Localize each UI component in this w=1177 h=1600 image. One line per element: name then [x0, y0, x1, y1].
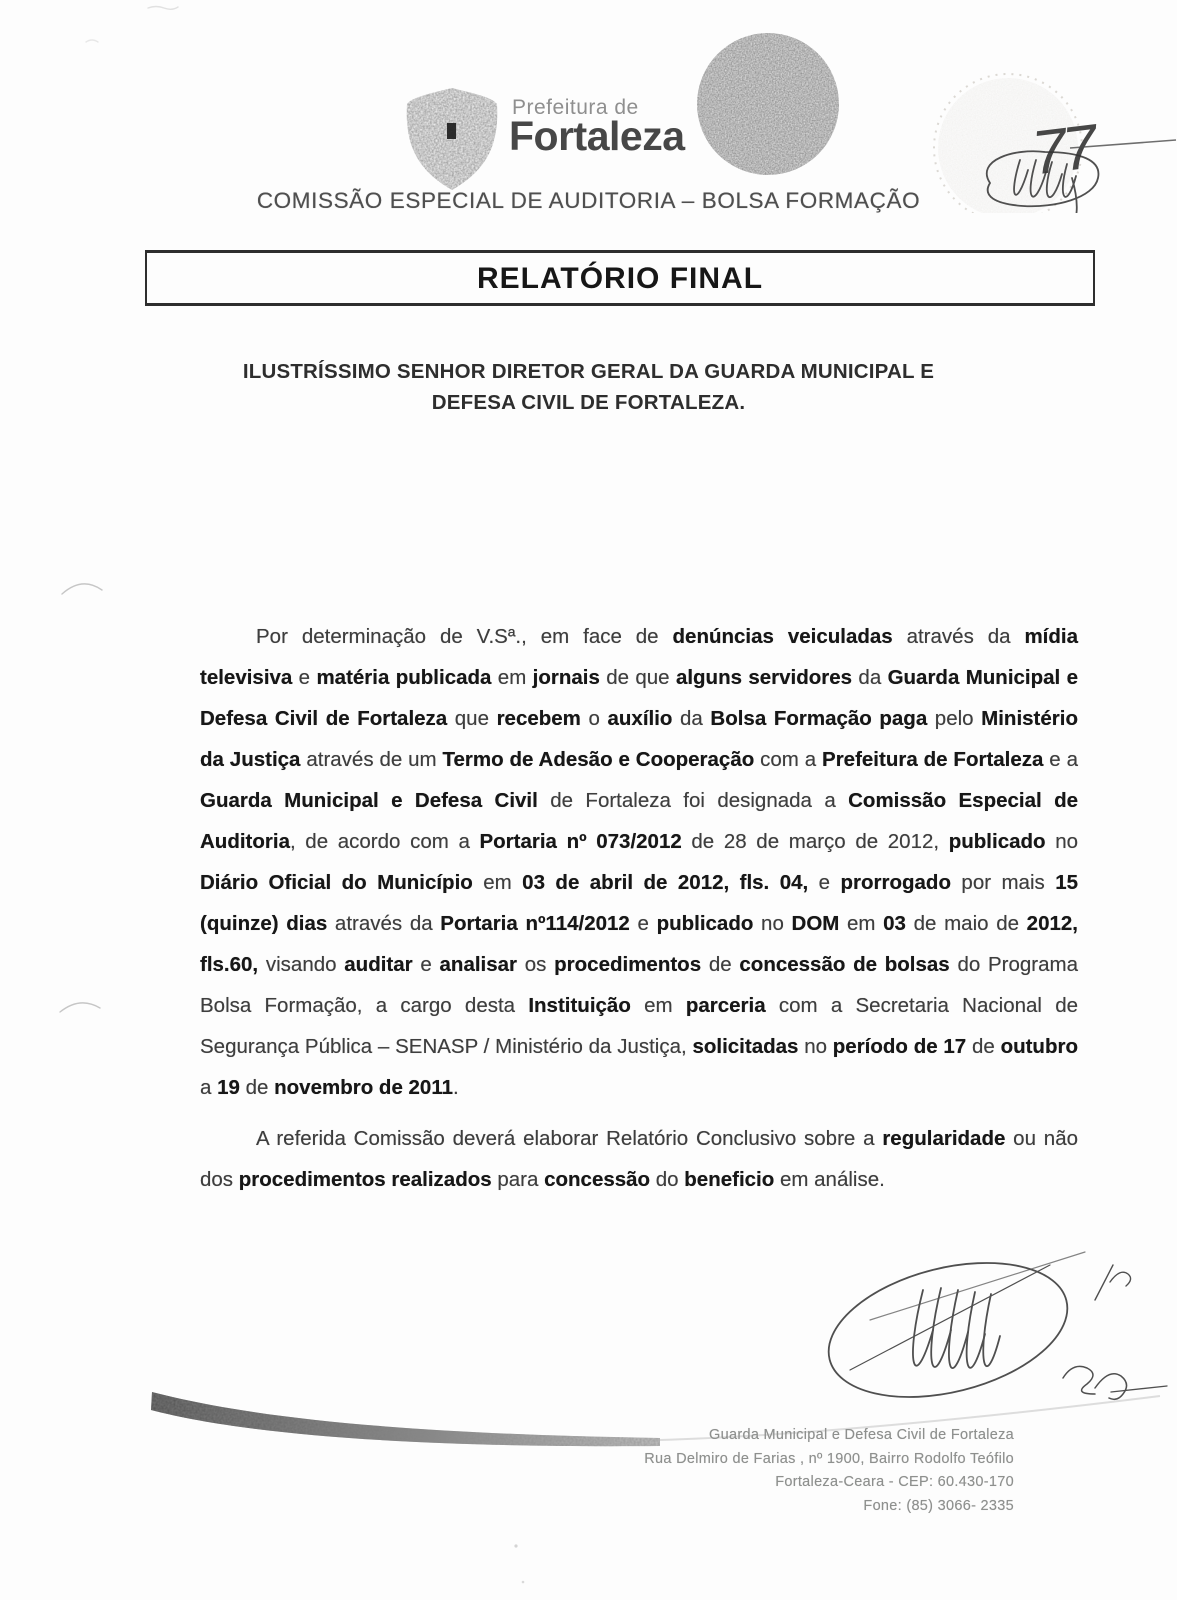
paragraph: Por determinação de V.Sª., em face de denúncias veiculadas através da mídia televisiva e matéria publicada em jornais de que alguns servidores da Guarda Municipal e Defesa Civil de Fortaleza que recebem o auxílio da Bolsa Formação paga pelo Ministério da Justiça através de um Termo de Adesão e Cooperação com a Prefeitura de Fortaleza e a Guarda Municipal e Defesa Civil de Fortaleza foi designada a Comissão Especial de Auditoria, de acordo com a Portaria nº 073/2012 de 28 de março de 2012, publicado no Diário Oficial do Município em 03 de abril de 2012, fls. 04, e prorrogado por mais 15 (quinze) dias através da Portaria nº114/2012 e publicado no DOM em 03 de maio de 2012, fls.60, visando auditar e analisar os procedimentos de concessão de bolsas do Programa Bolsa Formação, a cargo desta Instituição em parceria com a Secretaria Nacional de Segurança Pública – SENASP / Ministério da Justiça, solicitadas no período de 17 de outubro a 19 de novembro de 2011.	[200, 625, 1079, 1099]
addressee-line-1: ILUSTRÍSSIMO SENHOR DIRETOR GERAL DA GUARDA MUNICIPAL E	[242, 360, 935, 383]
footer-line: Guarda Municipal e Defesa Civil de Fortaleza	[709, 1427, 1014, 1443]
footer-line: Fortaleza-Ceara - CEP: 60.430-170	[775, 1474, 1014, 1490]
org-line: COMISSÃO ESPECIAL DE AUDITORIA – BOLSA FORMAÇÃO	[256, 188, 921, 213]
body-paragraphs	[200, 616, 1078, 1210]
page-title: RELATÓRIO FINAL	[476, 262, 764, 295]
coat-of-arms-icon	[396, 84, 508, 194]
addressee-line-2: DEFESA CIVIL DE FORTALEZA.	[431, 391, 746, 414]
svg-text:77: 77	[1028, 112, 1098, 189]
footer-line: Fone: (85) 3066- 2335	[863, 1497, 1014, 1514]
round-stamp-icon	[694, 26, 842, 186]
addressee	[150, 356, 1027, 418]
handwritten-number	[1028, 112, 1103, 189]
paragraph: A referida Comissão deverá elaborar Relatório Conclusivo sobre a regularidade ou não dos procedimentos realizados para concessão do beneficio em análise.	[200, 1127, 1078, 1191]
footer-address	[644, 1424, 1014, 1518]
footer-line: Rua Delmiro de Farias , nº 1900, Bairro Rodolfo Teófilo	[644, 1450, 1014, 1467]
logo-pretitle: Prefeitura de	[512, 96, 639, 119]
title-box	[145, 250, 1095, 306]
logo-title: Fortaleza	[509, 113, 685, 159]
